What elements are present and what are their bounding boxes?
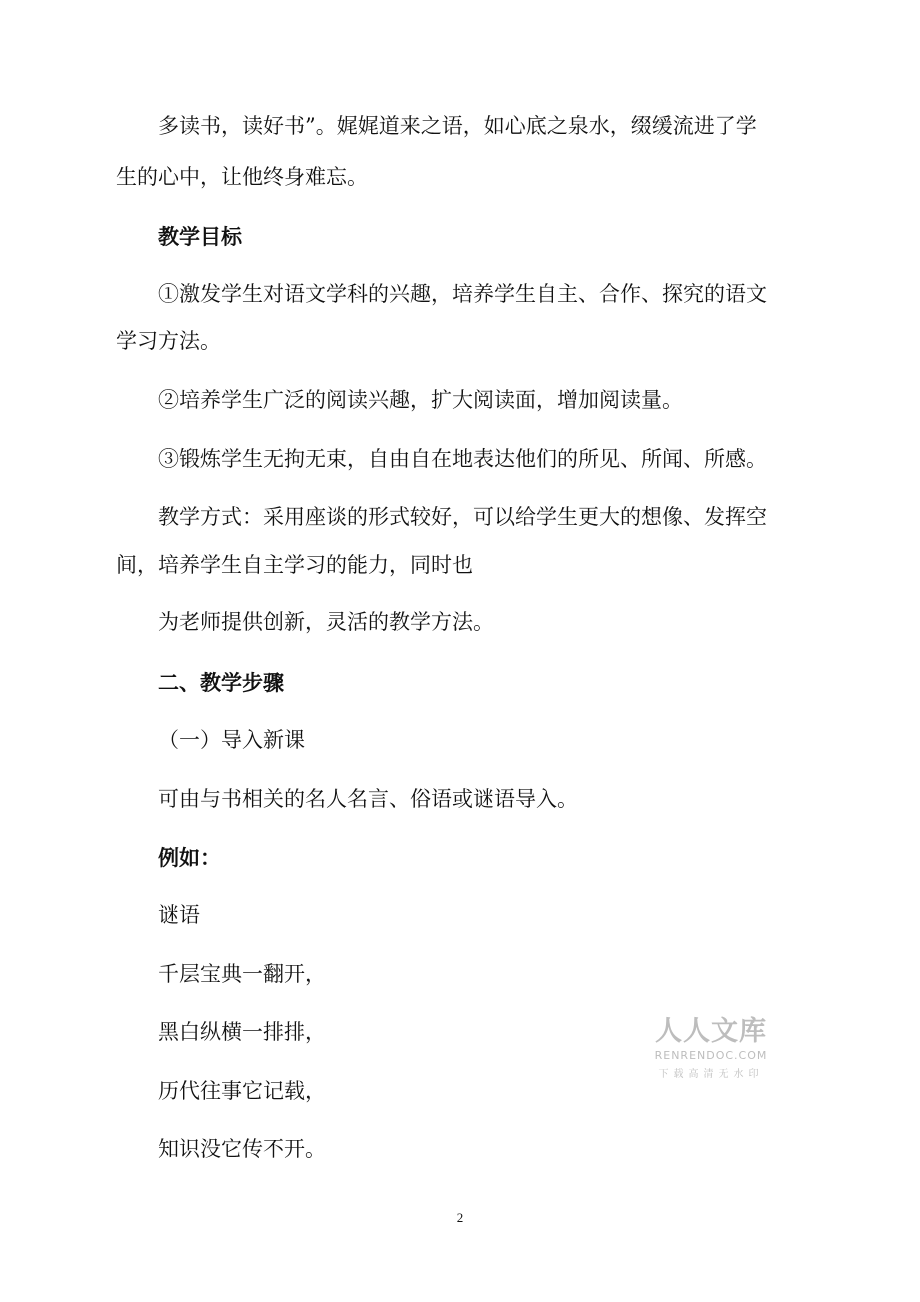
paragraph-line: 多读书，读好书”。娓娓道来之语，如心底之泉水，缀缓流进了学 (158, 114, 757, 138)
subsection-heading: （一）导入新课 (158, 728, 305, 752)
paragraph-line: 学习方法。 (116, 329, 221, 353)
paragraph-line: ②培养学生广泛的阅读兴趣，扩大阅读面，增加阅读量。 (158, 388, 683, 412)
riddle-line: 知识没它传不开。 (158, 1137, 326, 1161)
section-heading: 二、教学步骤 (158, 670, 284, 695)
paragraph-line: ③锻炼学生无拘无束，自由自在地表达他们的所见、所闻、所感。 (158, 447, 767, 471)
riddle-line: 黑白纵横一排排， (158, 1020, 326, 1044)
watermark-title: 人人文库 (655, 1016, 767, 1047)
watermark-logo (648, 1018, 774, 1080)
watermark-tagline: 下载高清无水印 (658, 1069, 764, 1080)
watermark-domain: RENRENDOC.COM (654, 1049, 768, 1062)
riddle-label: 谜语 (158, 903, 200, 927)
paragraph-line: 生的心中，让他终身难忘。 (116, 165, 368, 189)
paragraph-line: 为老师提供创新，灵活的教学方法。 (158, 610, 494, 634)
page-number: 2 (456, 1210, 464, 1225)
paragraph-line: ①激发学生对语文学科的兴趣，培养学生自主、合作、探究的语文 (158, 282, 767, 306)
paragraph-line: 间，培养学生自主学习的能力，同时也 (116, 553, 473, 577)
riddle-line: 历代往事它记载， (158, 1079, 326, 1103)
paragraph-line: 教学方式：采用座谈的形式较好，可以给学生更大的想像、发挥空 (158, 505, 767, 529)
example-label: 例如： (158, 845, 221, 870)
paragraph-line: 可由与书相关的名人名言、俗语或谜语导入。 (158, 787, 578, 811)
riddle-line: 千层宝典一翻开， (158, 962, 326, 986)
section-heading: 教学目标 (158, 224, 242, 249)
